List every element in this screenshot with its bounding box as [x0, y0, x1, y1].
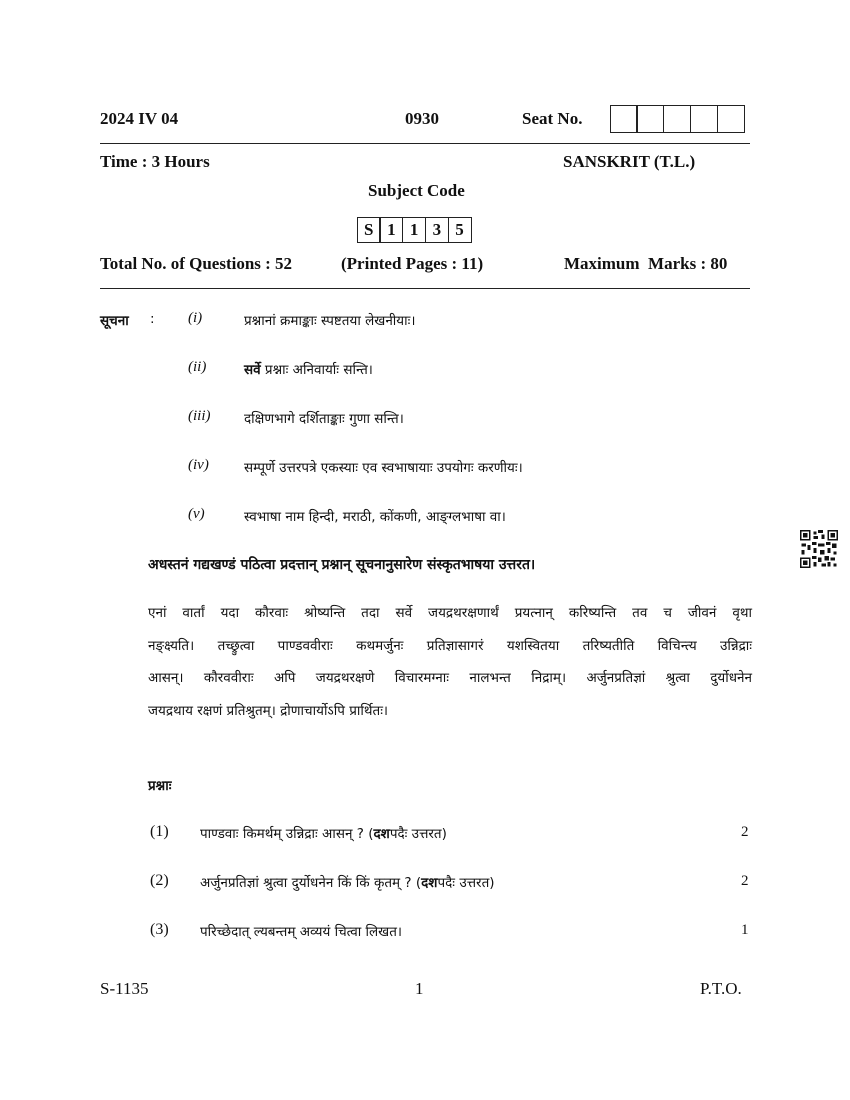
question-text	[200, 873, 495, 891]
paper-code: 0930	[405, 109, 439, 128]
passage-line: एनां वार्तां यदा कौरवाः श्रोष्यन्ति तदा सर्वे जयद्रथरक्षणार्थं प्रयत्नान् करिष्यन्ति तव च जीवनं वृथा	[148, 605, 752, 621]
question-marks: 2	[741, 873, 749, 889]
subject-code-char: 1	[379, 217, 403, 243]
qr-code-icon	[800, 530, 838, 568]
seat-box[interactable]	[636, 105, 664, 133]
passage-line: जयद्रथाय रक्षणं प्रतिश्रुतम्। द्रोणाचार्योऽपि प्रार्थितः।	[148, 702, 389, 719]
page-number: 1	[415, 979, 424, 998]
question-marks: 2	[741, 824, 749, 840]
instruction-text: स्वभाषा नाम हिन्दी, मराठी, कोंकणी, आङ्ग्लभाषा वा।	[244, 509, 506, 525]
question-body: परिच्छेदात् ल्यबन्तम् अव्ययं चित्वा लिखत।	[200, 924, 403, 940]
header-divider-bottom	[100, 288, 750, 289]
seat-number-boxes	[611, 105, 745, 133]
instruction-text: प्रश्नानां क्रमाङ्काः स्पष्टतया लेखनीयाः।	[244, 313, 416, 329]
seat-box[interactable]	[663, 105, 691, 133]
total-questions: Total No. of Questions : 52	[100, 254, 293, 273]
exam-time: Time : 3 Hours	[100, 152, 210, 171]
passage-line: आसन्। कौरववीराः अपि जयद्रथरक्षणे विचारमग्नाः नालभन्त निद्राम्। अर्जुनप्रतिज्ञां श्रुत्वा दुर्योधनेन	[148, 670, 752, 686]
questions-label: प्रश्नाः	[148, 778, 172, 794]
question-hint-open: (	[411, 875, 422, 891]
question-hint: पदैः उत्तरत)	[389, 826, 447, 842]
question-hint-emphasis: दश	[373, 826, 390, 842]
instruction-number: (iv)	[188, 457, 209, 473]
seat-box[interactable]	[690, 105, 718, 133]
subject-name: SANSKRIT (T.L.)	[563, 152, 696, 171]
instruction-number: (iii)	[188, 408, 211, 424]
maximum-marks: Maximum Marks : 80	[564, 254, 728, 273]
instruction-text: सम्पूर्णे उत्तरपत्रे एकस्याः एव स्वभाषायाः उपयोगः करणीयः।	[244, 460, 523, 476]
instructions-label: सूचना	[100, 313, 129, 329]
question-body: पाण्डवाः किमर्थम् उन्निद्राः आसन् ?	[200, 826, 364, 842]
question-text	[200, 824, 447, 842]
question-number: (1)	[150, 823, 169, 840]
instruction-number: (i)	[188, 310, 203, 326]
passage-heading: अधस्तनं गद्यखण्डं पठित्वा प्रदत्तान् प्रश्नान् सूचनानुसारेण संस्कृतभाषया उत्तरत।	[148, 557, 536, 573]
question-number: (2)	[150, 872, 169, 889]
instruction-number: (ii)	[188, 359, 207, 375]
instruction-number: (v)	[188, 506, 205, 522]
passage-line: नङ्क्ष्यति। तच्छ्रुत्वा पाण्डववीराः कथमर्जुनः प्रतिज्ञासागरं यशस्वितया तरिष्यतीति विचिन्त्य उन्निद्राः	[148, 637, 752, 654]
question-hint: पदैः उत्तरत)	[437, 875, 495, 891]
subject-code-char: S	[357, 217, 381, 243]
subject-code-boxes	[358, 217, 472, 243]
question-body: अर्जुनप्रतिज्ञां श्रुत्वा दुर्योधनेन किं किं कृतम् ?	[200, 875, 412, 891]
footer-paper-code: S-1135	[100, 979, 149, 998]
question-marks: 1	[741, 922, 749, 938]
instruction-text	[244, 360, 373, 378]
question-text	[200, 922, 402, 940]
seat-box[interactable]	[717, 105, 745, 133]
seat-label: Seat No.	[522, 109, 583, 128]
exam-code: 2024 IV 04	[100, 109, 179, 128]
seat-box[interactable]	[610, 105, 638, 133]
instruction-text: दक्षिणभागे दर्शिताङ्काः गुणा सन्ति।	[244, 411, 404, 427]
subject-code-char: 5	[448, 217, 472, 243]
question-hint-open: (	[363, 826, 374, 842]
instruction-text-rest: प्रश्नाः अनिवार्याः सन्ति।	[260, 362, 373, 378]
question-number: (3)	[150, 921, 169, 938]
question-hint-emphasis: दश	[421, 875, 438, 891]
subject-code-char: 3	[425, 217, 449, 243]
please-turn-over: P.T.O.	[700, 979, 742, 998]
printed-pages: (Printed Pages : 11)	[341, 254, 484, 273]
subject-code-char: 1	[402, 217, 426, 243]
header-divider-top	[100, 143, 750, 144]
passage-paragraph	[148, 597, 752, 727]
instructions-colon: :	[150, 311, 155, 327]
subject-code-label: Subject Code	[368, 181, 465, 200]
instruction-emphasis: सर्वे	[244, 362, 261, 378]
